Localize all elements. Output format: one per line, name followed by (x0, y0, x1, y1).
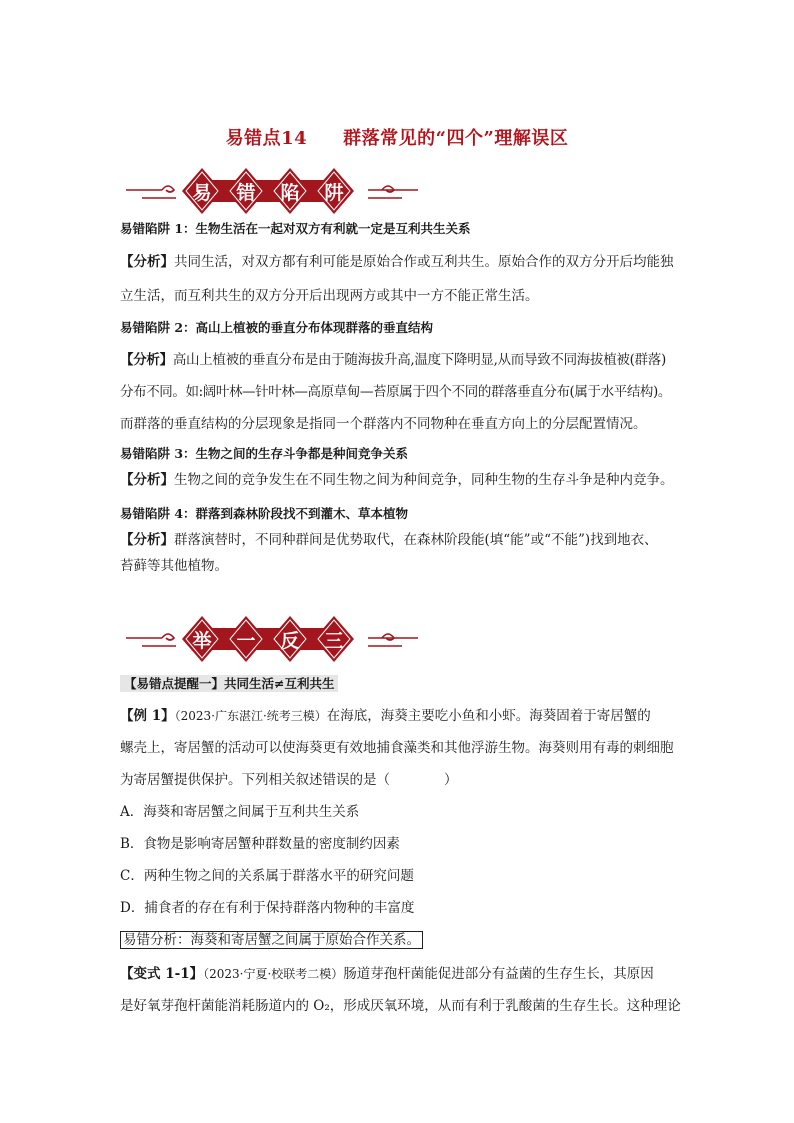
analysis-line: 苔藓等其他植物。 (120, 558, 228, 574)
section-banner-examples (122, 614, 422, 664)
analysis-line: 【分析】生物之间的竞争发生在不同生物之间为种间竞争，同种生物的生存斗争是种内竞争。 (120, 472, 674, 488)
banner-char: 陷 (280, 182, 300, 204)
option-c: C．两种生物之间的关系属于群落水平的研究问题 (120, 868, 414, 884)
analysis-line: 【分析】高山上植被的垂直分布是由于随海拔升高,温度下降明显,从而导致不同海拔植被(群落) (120, 352, 666, 368)
title-part1: 易错点14 (225, 128, 308, 149)
analysis-line: 【分析】共同生活，对双方都有利可能是原始合作或互利共生。原始合作的双方分开后均能独 (120, 254, 674, 270)
banner-char: 反 (280, 630, 300, 652)
banner-char: 举 (192, 630, 212, 652)
banner-char: 阱 (324, 182, 344, 204)
banner-char: 一 (236, 630, 256, 652)
variant-line: 是好氧芽孢杆菌能消耗肠道内的 O₂，形成厌氧环境，从而有利于乳酸菌的生存生长。这种理论 (120, 998, 681, 1014)
trap-heading: 易错陷阱 4：群落到森林阶段找不到灌木、草本植物 (120, 506, 409, 521)
variant-line: 【变式 1-1】（2023·宁夏·校联考二模）肠道芽孢杆菌能促进部分有益菌的生存生长，其原因 (120, 966, 654, 982)
trap-heading: 易错陷阱 2：高山上植被的垂直分布体现群落的垂直结构 (120, 320, 434, 335)
title-part2: 群落常见的“四个”理解误区 (343, 128, 569, 149)
option-a: A．海葵和寄居蟹之间属于互利共生关系 (120, 804, 360, 820)
section-banner-traps (122, 166, 422, 216)
page-title (0, 124, 794, 150)
trap-heading: 易错陷阱 3：生物之间的生存斗争都是种间竞争关系 (120, 446, 409, 461)
option-b: B．食物是影响寄居蟹种群数量的密度制约因素 (120, 836, 400, 852)
option-d: D．捕食者的存在有利于保持群落内物种的丰富度 (120, 900, 415, 916)
analysis-line: 分布不同。如:阔叶林—针叶林—高原草甸—苔原属于四个不同的群落垂直分布(属于水平结构)。 (120, 384, 671, 400)
analysis-line: 【分析】群落演替时，不同种群间是优势取代，在森林阶段能(填“能”或“不能”)找到地衣、 (120, 532, 658, 548)
banner-char: 易 (192, 182, 212, 204)
error-analysis: 易错分析：海葵和寄居蟹之间属于原始合作关系。 (120, 930, 423, 950)
analysis-line: 立生活，而互利共生的双方分开后出现两方或其中一方不能正常生活。 (120, 288, 539, 304)
banner-char: 三 (324, 630, 344, 652)
banner-char: 错 (236, 182, 256, 204)
example-line: 螺壳上，寄居蟹的活动可以使海葵更有效地捕食藻类和其他浮游生物。海葵则用有毒的刺细胞 (120, 740, 674, 756)
example-line: 【例 1】（2023·广东湛江·统考三模）在海底，海葵主要吃小鱼和小虾。海葵固着于寄居蟹的 (120, 708, 651, 724)
analysis-line: 而群落的垂直结构的分层现象是指同一个群落内不同物种在垂直方向上的分层配置情况。 (120, 416, 647, 432)
reminder-heading: 【易错点提醒一】共同生活≠互利共生 (120, 674, 338, 694)
example-line: 为寄居蟹提供保护。下列相关叙述错误的是（ ） (120, 772, 458, 788)
trap-heading: 易错陷阱 1：生物生活在一起对双方有利就一定是互利共生关系 (120, 221, 471, 236)
